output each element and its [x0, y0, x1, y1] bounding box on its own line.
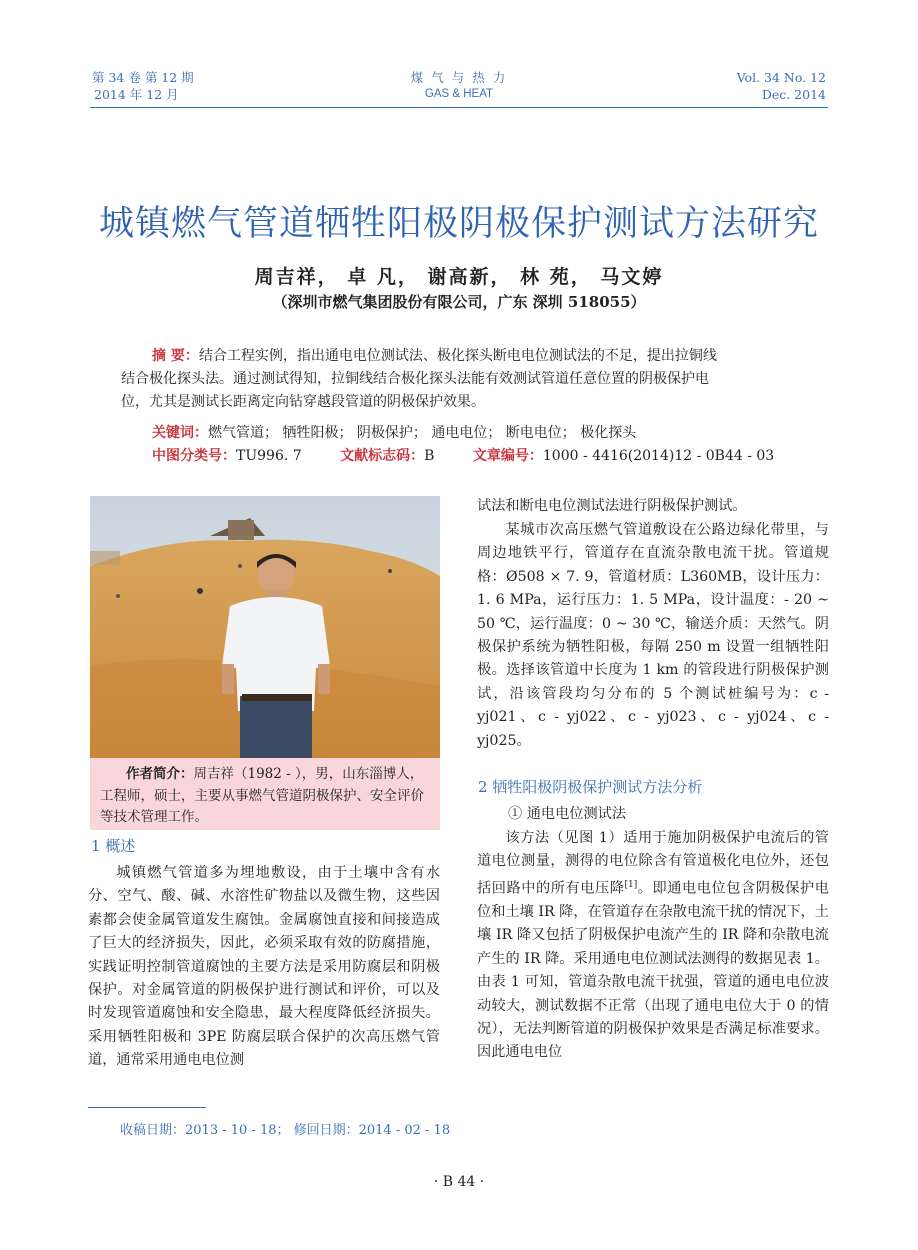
affiliation: （深圳市燃气集团股份有限公司，广东 深圳 518055） — [272, 293, 646, 311]
method-paragraph — [477, 827, 829, 1065]
section-2-heading: 2 牺牲阳极阴极保护测试方法分析 — [478, 778, 703, 796]
reference-1: [1] — [624, 879, 638, 890]
footnote-rule — [88, 1107, 206, 1108]
doc-code-label: 文献标志码： — [340, 448, 425, 464]
abstract — [121, 345, 797, 414]
bio-text: 周吉祥（1982 - ），男，山东淄博人，工程师，硕士，主要从事燃气管道阴极保护、安全评价等技术管理工作。 — [100, 766, 424, 825]
received-revised-dates: 收稿日期：2013 - 10 - 18； 修回日期：2014 - 02 - 18 — [120, 1123, 451, 1138]
abstract-label: 摘 要： — [152, 348, 199, 364]
bio-label: 作者简介： — [126, 766, 194, 782]
abstract-line-1: 结合工程实例，指出通电电位测试法、极化探头断电电位测试法的不足，提出拉铜线 — [198, 348, 717, 364]
doc-code-value: B — [424, 448, 435, 464]
author-bio — [90, 758, 440, 830]
project-description-paragraph: 某城市次高压燃气管道敷设在公路边绿化带里，与周边地铁平行，管道存在直流杂散电流干扰。管道规格：Ø508 × 7. 9，管道材质：L360MB，设计压力：1. 6 MPa，运行压力：1. 5 MPa，设计温度：- 20 ~ 50 ℃，运行温度：0 ~ 30 ℃，输送介质：天然气。阴极保护系统为牺牲阳极，每隔 250 m 设置一组牺牲阳极。选择该管道中长度为 1 km 的管段进行阴极保护测试，沿该管段均匀分布的 5 个测试桩编号为：c - yj021、c - yj022、c - yj023、c - yj024、c - yj025。 — [477, 522, 829, 749]
abstract-line-2: 结合极化探头法。通过测试得知，拉铜线结合极化探头法能有效测试管道任意位置的阴极保护电 — [121, 371, 709, 387]
clc-label: 中图分类号： — [152, 448, 236, 464]
journal-name-en: GAS & HEAT — [424, 88, 494, 100]
keywords-label: 关键词： — [152, 425, 208, 441]
method-text-a: 该方法（见图 1）适用于施加阴极保护电流后的管道电位测量，测得的电位除含有管道极化电位外，还包括回路中的所有电压降 — [477, 830, 829, 897]
article-number-label: 文章编号： — [472, 448, 543, 464]
volume-issue: 第 34 卷 第 12 期 — [92, 70, 194, 85]
section-1-heading: 1 概述 — [91, 837, 136, 855]
paper-title: 城镇燃气管道牺牲阳极阴极保护测试方法研究 — [98, 204, 819, 244]
method-text-b: 。即通电电位包含阴极保护电位和土壤 IR 降，在管道存在杂散电流干扰的情况下，土壤 IR 降又包括了阴极保护电流产生的 IR 降和杂散电流产生的 IR 降。采用通电电位测试法测得的数据见表 1。由表 1 可知，管道杂散电流干扰强，管道的通电电位波动较大，测试数据不正常（出现了通电电位大于 0 的情况），无法判断管道的阴极保护效果是否满足标准要求。因此通电电位 — [477, 880, 829, 1061]
journal-name-cn: 煤 气 与 热 力 — [410, 70, 508, 85]
keywords-text: 燃气管道； 牺牲阳极； 阴极保护； 通电电位； 断电电位； 极化探头 — [208, 425, 637, 441]
right-column-continuation: 试法和断电电位测试法进行阴极保护测试。 — [477, 498, 747, 514]
author-list: 周吉祥， 卓 凡， 谢高新， 林 苑， 马文婷 — [254, 266, 664, 288]
page-number: · B 44 · — [433, 1174, 485, 1190]
abstract-line-3: 位，尤其是测试长距离定向钻穿越段管道的阴极保护效果。 — [121, 394, 485, 410]
clc-value: TU996. 7 — [236, 448, 302, 464]
section-1-paragraph: 城镇燃气管道多为埋地敷设，由于土壤中含有水分、空气、酸、碱、水溶性矿物盐以及微生物，这些因素都会使金属管道发生腐蚀。金属腐蚀直接和间接造成了巨大的经济损失，因此，必须采取有效的防腐措施，实践证明控制管道腐蚀的主要方法是采用防腐层和阴极保护。对金属管道的阴极保护进行测试和评价，可以及时发现管道腐蚀和安全隐患，最大程度降低经济损失。采用牺牲阳极和 3PE 防腐层联合保护的次高压燃气管道，通常采用通电电位测 — [88, 865, 440, 1069]
issue-date-en: Dec. 2014 — [761, 87, 826, 102]
keywords-block — [152, 422, 774, 468]
journal-volume-en — [690, 69, 826, 103]
header-rule — [90, 107, 828, 108]
issue-date: 2014 年 12 月 — [94, 87, 179, 102]
article-number-value: 1000 - 4416(2014)12 - 0B44 - 03 — [542, 448, 775, 464]
author-photo — [90, 496, 440, 758]
volume-issue-en: Vol. 34 No. 12 — [736, 70, 826, 85]
subsection-1-heading: ① 通电电位测试法 — [508, 806, 627, 822]
